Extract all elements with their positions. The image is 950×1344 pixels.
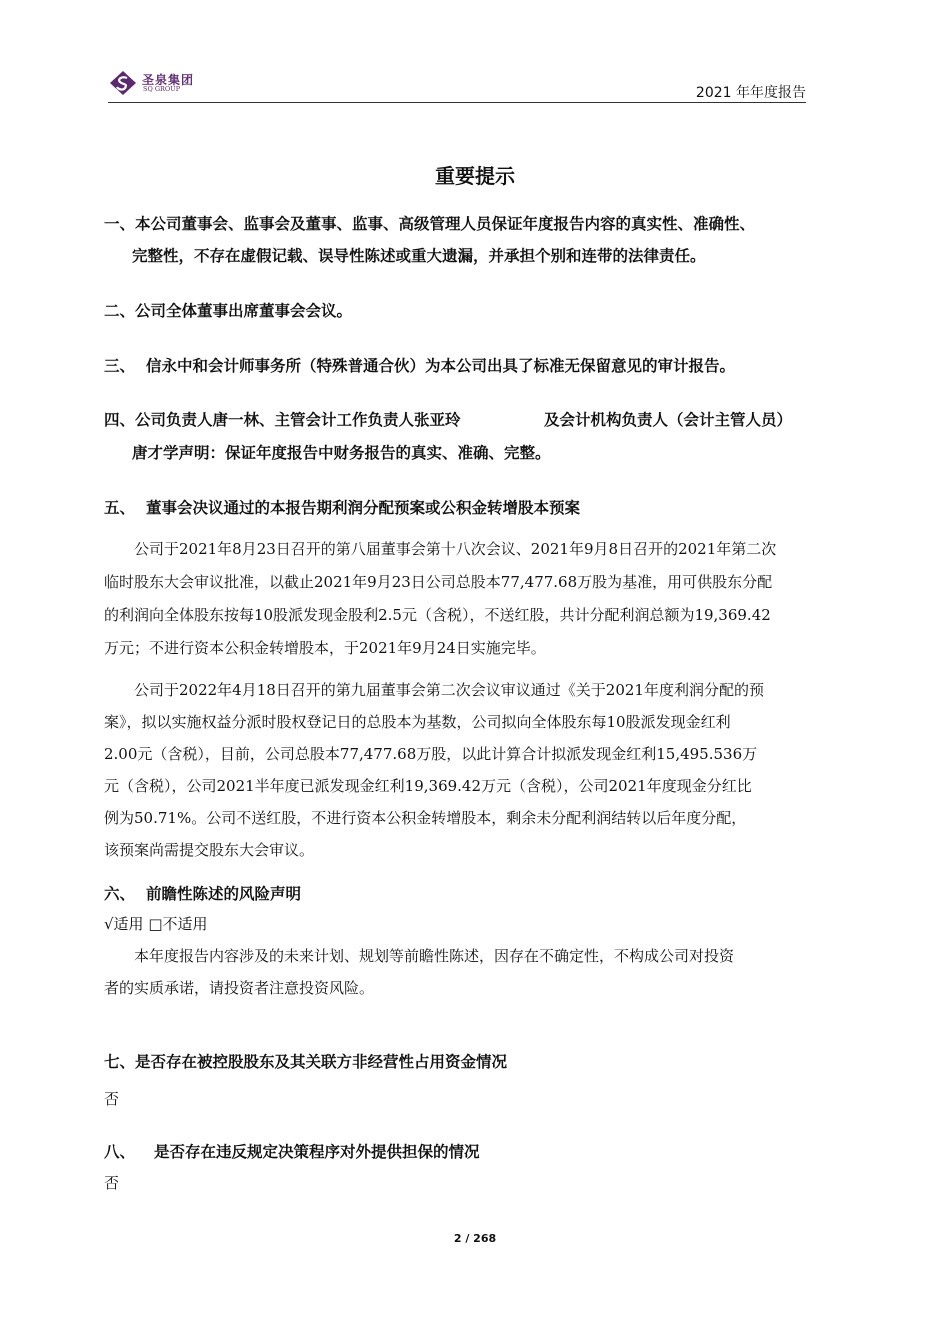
report-label: 2021 年年度报告 bbox=[695, 85, 806, 101]
section-8-heading: 是否存在违反规定决策程序对外提供担保的情况 bbox=[154, 1143, 480, 1161]
section-5-p2-line-1: 公司于2022年4月18日召开的第九届董事会第二次会议审议通过《关于2021年度利润分配的预 bbox=[134, 681, 764, 699]
section-5-p1-line-3: 的利润向全体股东按每10股派发现金股利2.5元（含税），不送红股，共计分配利润总额为19,369.42 bbox=[104, 606, 771, 624]
sq-group-logo-icon bbox=[108, 70, 138, 96]
section-5-p2-line-5: 例为50.71%。公司不送红股，不进行资本公积金转增股本，剩余未分配利润结转以后年度分配， bbox=[104, 809, 747, 827]
section-5-p2-line-2: 案》，拟以实施权益分派时股权登记日的总股本为基数，公司拟向全体股东每10股派发现金红利 bbox=[104, 713, 731, 731]
page-number: 2 / 268 bbox=[453, 1232, 497, 1245]
section-5-p2-line-6: 该预案尚需提交股东大会审议。 bbox=[104, 841, 315, 859]
section-5-heading: 董事会决议通过的本报告期利润分配预案或公积金转增股本预案 bbox=[146, 499, 581, 517]
section-6-heading: 前瞻性陈述的风险声明 bbox=[146, 885, 302, 903]
section-4-line-1a: 四、公司负责人唐一林、主管会计工作负责人张亚玲 bbox=[104, 411, 461, 429]
section-4-line-1b: 及会计机构负责人（会计主管人员） bbox=[544, 411, 793, 429]
section-8-answer: 否 bbox=[104, 1174, 120, 1192]
section-2: 二、公司全体董事出席董事会会议。 bbox=[104, 302, 353, 320]
header-divider bbox=[108, 102, 806, 103]
section-6-p1-line-1: 本年度报告内容涉及的未来计划、规划等前瞻性陈述，因存在不确定性，不构成公司对投资 bbox=[134, 947, 735, 965]
section-5-p1-line-4: 万元；不进行资本公积金转增股本，于2021年9月24日实施完毕。 bbox=[104, 639, 546, 657]
section-1-line-2: 完整性，不存在虚假记载、误导性陈述或重大遗漏，并承担个别和连带的法律责任。 bbox=[132, 247, 706, 265]
section-7-answer: 否 bbox=[104, 1090, 120, 1108]
page-title: 重要提示 bbox=[435, 164, 515, 188]
applicability-options: √适用 □不适用 bbox=[104, 915, 208, 933]
section-6-p1-line-2: 者的实质承诺，请投资者注意投资风险。 bbox=[104, 979, 375, 997]
logo-chinese-name: 圣泉集团 bbox=[142, 73, 195, 87]
section-1-line-1: 一、本公司董事会、监事会及董事、监事、高级管理人员保证年度报告内容的真实性、准确性、 bbox=[104, 215, 756, 233]
section-5-p2-line-3: 2.00元（含税），目前，公司总股本77,477.68万股，以此计算合计拟派发现金红利15,495.536万 bbox=[104, 745, 758, 763]
section-4-line-2: 唐才学声明：保证年度报告中财务报告的真实、准确、完整。 bbox=[132, 444, 551, 462]
section-5-number: 五、 bbox=[104, 499, 136, 517]
section-8-number: 八、 bbox=[104, 1143, 136, 1161]
logo-english-name: SQ GROUP bbox=[143, 85, 181, 93]
section-7-heading: 七、是否存在被控股股东及其关联方非经营性占用资金情况 bbox=[104, 1053, 508, 1071]
section-6-number: 六、 bbox=[104, 885, 136, 903]
section-3-text: 信永中和会计师事务所（特殊普通合伙）为本公司出具了标准无保留意见的审计报告。 bbox=[146, 357, 736, 375]
section-5-p1-line-2: 临时股东大会审议批准，以截止2021年9月23日公司总股本77,477.68万股为基准，用可供股东分配 bbox=[104, 573, 773, 591]
section-5-p1-line-1: 公司于2021年8月23日召开的第八届董事会第十八次会议、2021年9月8日召开的2021年第二次 bbox=[134, 540, 777, 558]
section-3-number: 三、 bbox=[104, 357, 136, 375]
section-5-p2-line-4: 元（含税），公司2021半年度已派发现金红利19,369.42万元（含税），公司2021年度现金分红比 bbox=[104, 777, 752, 795]
